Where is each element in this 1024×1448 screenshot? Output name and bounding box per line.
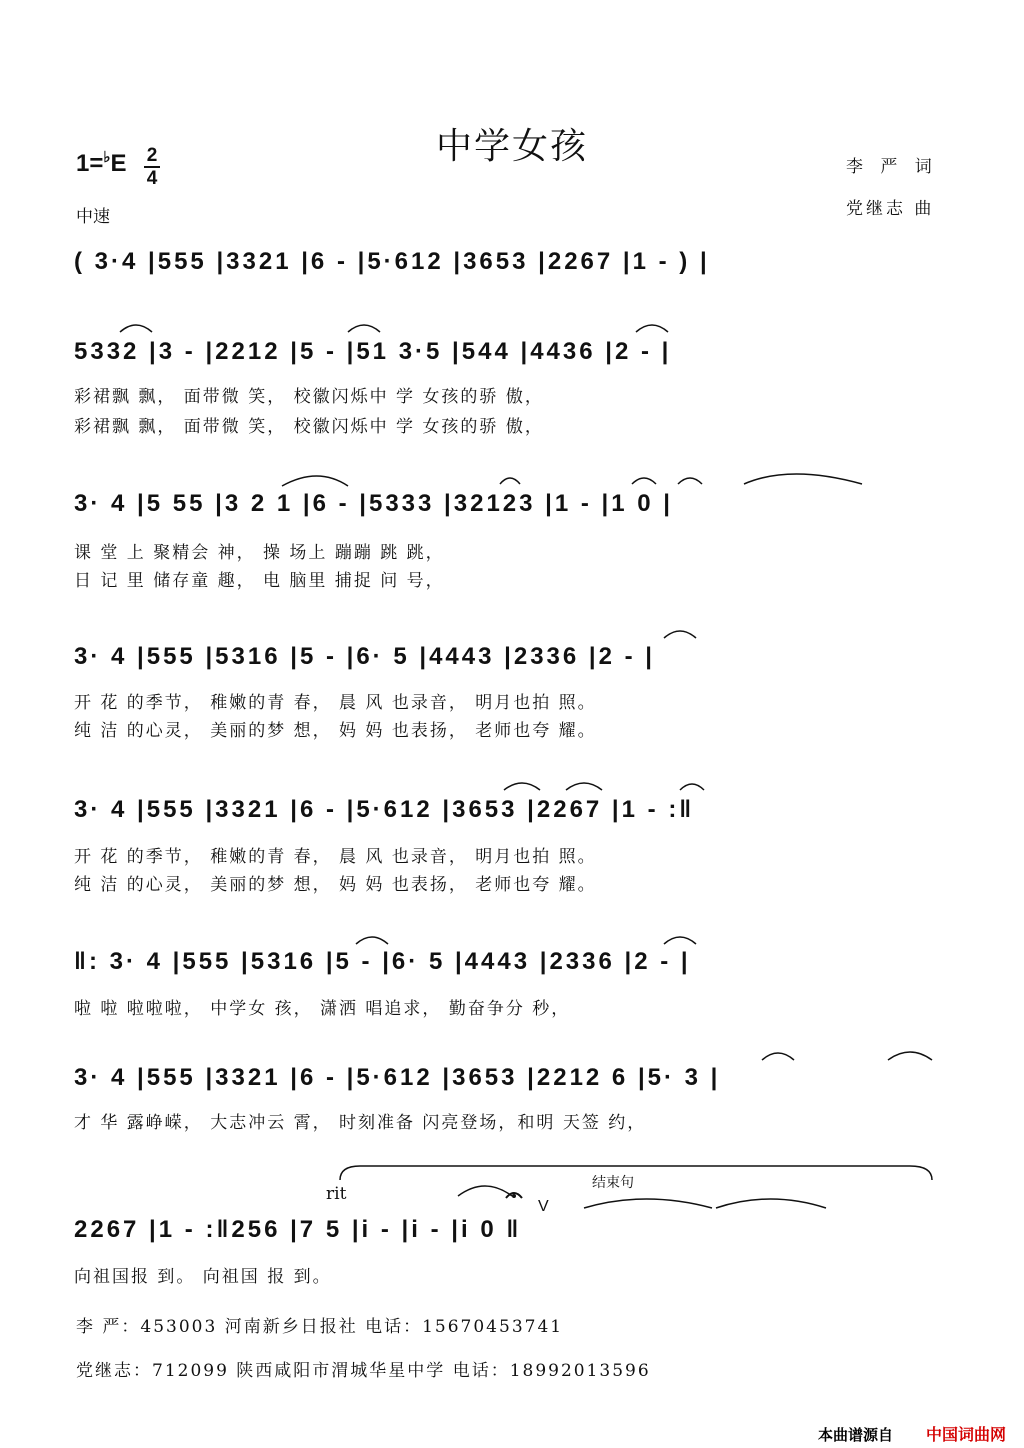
lyrics-line-4-verse-1: 开 花 的季节， 稚嫩的青 春， 晨 风 也录音， 明月也拍 照。 bbox=[74, 693, 597, 713]
breath-mark: V bbox=[538, 1198, 549, 1215]
site-name-link[interactable]: 中国词曲网 bbox=[926, 1425, 1007, 1444]
page-title: 中学女孩 bbox=[435, 126, 588, 167]
notation-line-7: 3· 4 |555 |3321 |6 - |5·612 |3653 |2212 6 |5· 3 | bbox=[74, 1064, 721, 1091]
lyrics-line-4-verse-2: 纯 洁 的心灵， 美丽的梦 想， 妈 妈 也表扬， 老师也夸 耀。 bbox=[74, 721, 597, 741]
notation-line-5: 3· 4 |555 |3321 |6 - |5·612 |3653 |2267 |1 - :‖ bbox=[74, 796, 695, 823]
composer-credit: 党继志 曲 bbox=[846, 199, 935, 219]
lyricist-contact: 李 严：453003 河南新乡日报社 电话：15670453741 bbox=[76, 1317, 564, 1337]
composer-contact: 党继志：712099 陕西咸阳市渭城华星中学 电话：18992013596 bbox=[76, 1361, 651, 1381]
time-bottom: 4 bbox=[146, 168, 158, 189]
ending-phrase-label: 结束句 bbox=[592, 1175, 634, 1191]
notation-line-8: 2267 |1 - :‖256 |7 5 |i - |i - |i 0 ‖ bbox=[74, 1216, 522, 1243]
key-note: E bbox=[110, 150, 127, 177]
notation-line-3: 3· 4 |5 55 |3 2 1 |6 - |5333 |32123 |1 - |1 0 | bbox=[74, 490, 674, 517]
notation-line-2: 5332 |3 - |2212 |5 - |51 3·5 |544 |4436 |2 - | bbox=[74, 338, 672, 365]
notation-line-1: ( 3·4 |555 |3321 |6 - |5·612 |3653 |2267 |1 - ) | bbox=[74, 248, 710, 275]
lyrics-line-2-verse-2: 彩裙飘 飘， 面带微 笑， 校徽闪烁中 学 女孩的骄 傲， bbox=[74, 417, 544, 437]
notation-line-4: 3· 4 |555 |5316 |5 - |6· 5 |4443 |2336 |2 - | bbox=[74, 643, 656, 670]
source-label: 本曲谱源自 bbox=[818, 1426, 894, 1444]
lyrics-line-7: 才 华 露峥嵘， 大志冲云 霄， 时刻准备 闪亮登场，和明 天签 约， bbox=[74, 1113, 647, 1133]
lyricist-credit: 李 严 词 bbox=[846, 157, 938, 177]
lyrics-line-8: 向祖国报 到。 向祖国 报 到。 bbox=[74, 1267, 332, 1287]
key-prefix: 1= bbox=[76, 150, 104, 177]
lyrics-line-3-verse-1: 课 堂 上 聚精会 神， 操 场上 蹦蹦 跳 跳， bbox=[74, 543, 445, 563]
time-top: 2 bbox=[146, 145, 158, 166]
lyrics-line-2-verse-1: 彩裙飘 飘， 面带微 笑， 校徽闪烁中 学 女孩的骄 傲， bbox=[74, 387, 544, 407]
tempo-marking: 中速 bbox=[76, 207, 110, 227]
lyrics-line-5-verse-1: 开 花 的季节， 稚嫩的青 春， 晨 风 也录音， 明月也拍 照。 bbox=[74, 847, 597, 867]
lyrics-line-3-verse-2: 日 记 里 储存童 趣， 电 脑里 捕捉 问 号， bbox=[74, 571, 445, 591]
notation-line-6: ‖: 3· 4 |555 |5316 |5 - |6· 5 |4443 |2336 |2 - | bbox=[74, 948, 691, 975]
ritardando-marking: rit bbox=[326, 1184, 347, 1204]
flat-sign: ♭ bbox=[103, 149, 111, 166]
lyrics-line-6: 啦 啦 啦啦啦， 中学女 孩， 潇洒 唱追求， 勤奋争分 秒， bbox=[74, 999, 571, 1019]
lyrics-line-5-verse-2: 纯 洁 的心灵， 美丽的梦 想， 妈 妈 也表扬， 老师也夸 耀。 bbox=[74, 875, 597, 895]
